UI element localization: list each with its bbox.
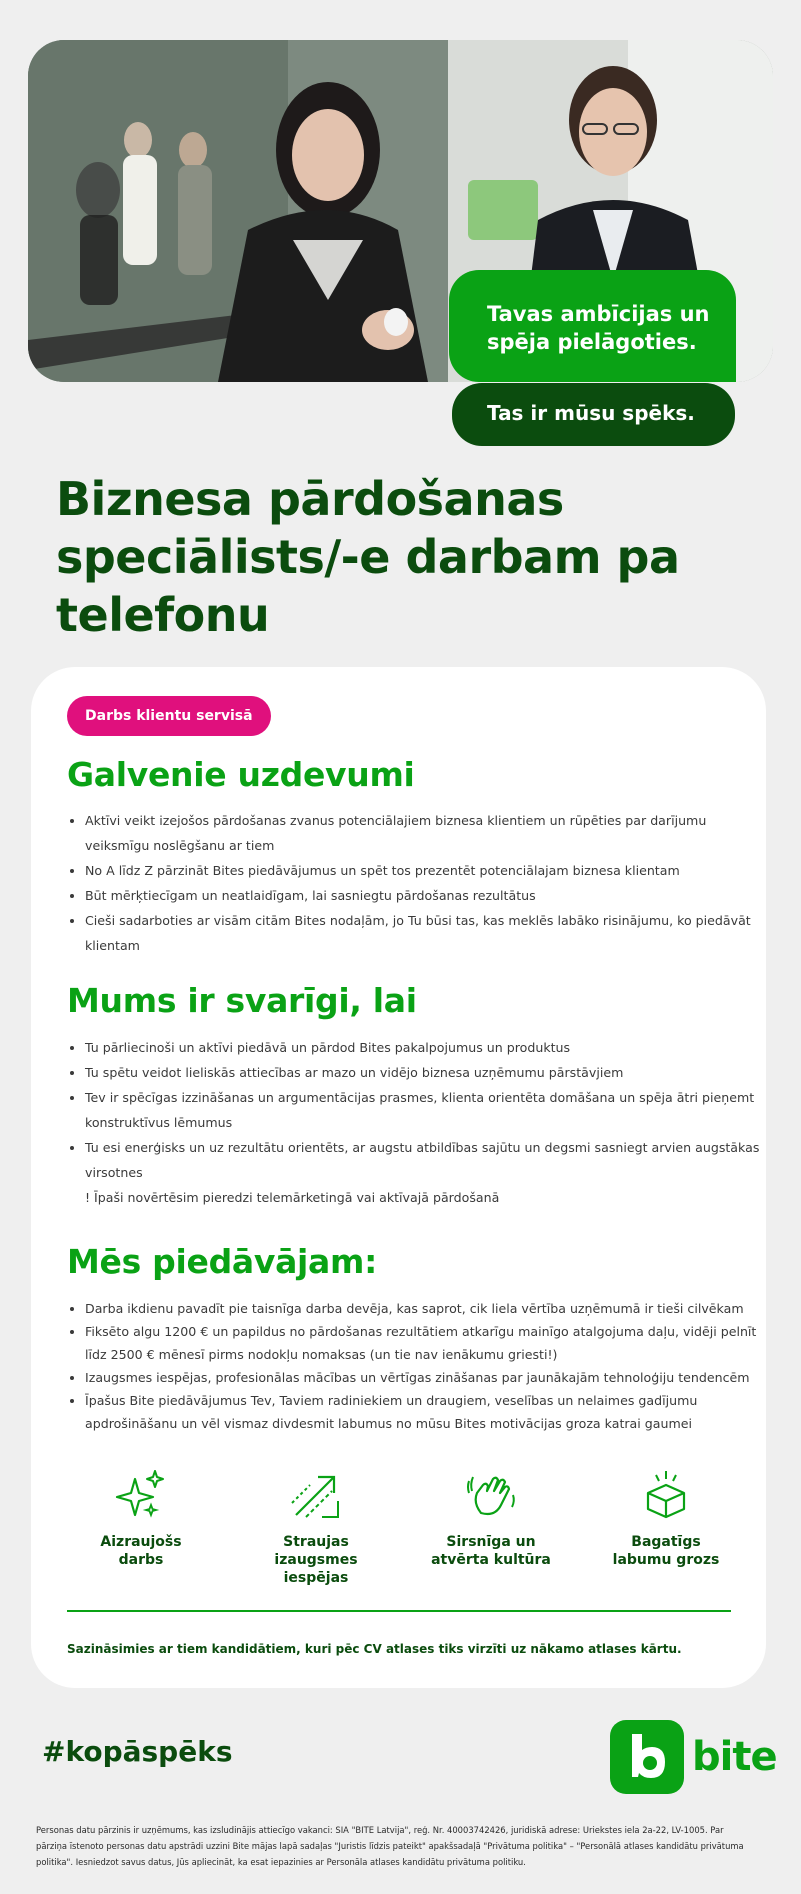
list-item: • Fiksēto algu 1200 € un papildus no pārdošanas rezultātiem atkarīgu mainīgo atalgojuma daļu, vidēji pelnīt līdz 2500 € mēnesī pirms nodokļu nomaksas (un tie nav ienākumu griesti!) xyxy=(85,1320,765,1366)
benefits-row xyxy=(51,1467,751,1587)
list-item: • Darba ikdienu pavadīt pie taisnīga darba devēja, kas saprot, cik liela vērtība uzņēmumā ir tieši cilvēkam xyxy=(85,1297,765,1320)
offer-heading: Mēs piedāvājam: xyxy=(67,1242,377,1281)
benefit-label-line2: labumu grozs xyxy=(612,1552,720,1568)
benefit-label xyxy=(591,1533,741,1569)
benefit-item xyxy=(66,1467,216,1569)
list-item: • Aktīvi veikt izejošos pārdošanas zvanus potenciālajiem biznesa klientiem un rūpēties par darījumu veiksmīgu noslēgšanu ar tiem xyxy=(85,808,765,858)
benefit-label-line2: izaugsmes iespējas xyxy=(274,1552,358,1586)
divider xyxy=(67,1610,731,1612)
hashtag: #kopāspēks xyxy=(42,1735,233,1768)
list-item: • Tu spētu veidot lieliskās attiecības ar mazo un vidējo biznesa uzņēmumu pārstāvjiem xyxy=(85,1060,765,1085)
category-tag: Darbs klientu servisā xyxy=(67,696,271,736)
tasks-list xyxy=(67,808,765,958)
hero-bubble-primary: Tavas ambīcijas un spēja pielāgoties. xyxy=(449,270,736,382)
benefit-label-line1: Aizraujošs xyxy=(100,1534,182,1550)
requirements-list xyxy=(67,1035,765,1210)
benefit-label xyxy=(416,1533,566,1569)
tasks-heading: Galvenie uzdevumi xyxy=(67,755,415,794)
benefit-label-line1: Sirsnīga un xyxy=(446,1534,536,1550)
benefit-label xyxy=(66,1533,216,1569)
benefit-label-line1: Bagatīgs xyxy=(631,1534,701,1550)
benefit-label xyxy=(241,1533,391,1587)
benefit-label-line2: darbs xyxy=(118,1552,164,1568)
growth-arrows-icon xyxy=(288,1467,344,1523)
list-item: • No A līdz Z pārzināt Bites piedāvājumus un spēt tos prezentēt potenciālajam biznesa klientam xyxy=(85,858,765,883)
b-letter-icon xyxy=(610,1720,684,1794)
requirements-heading: Mums ir svarīgi, lai xyxy=(67,981,417,1020)
list-item: • Izaugsmes iespējas, profesionālas mācības un vērtīgas zināšanas par jaunākajām tehnoloģiju tendencēm xyxy=(85,1366,765,1389)
job-title: Biznesa pārdošanas speciālists/-e darbam pa telefonu xyxy=(56,472,680,642)
bite-wordmark: bite xyxy=(692,1734,777,1780)
sparkles-icon xyxy=(113,1467,169,1523)
benefit-item xyxy=(241,1467,391,1587)
offer-list xyxy=(67,1297,765,1435)
benefit-item xyxy=(416,1467,566,1569)
benefit-item xyxy=(591,1467,741,1569)
list-item: • Īpašus Bite piedāvājumus Tev, Taviem radiniekiem un draugiem, veselības un nelaimes gadījumu apdrošināšanu un vēl vismaz divdesmit labumus no mūsu Bites motivācijas groza katrai gaumei xyxy=(85,1389,765,1435)
gift-box-icon xyxy=(638,1467,694,1523)
bite-logo xyxy=(610,1720,777,1796)
benefit-label-line1: Straujas xyxy=(283,1534,349,1550)
list-item: • Tu pārliecinoši un aktīvi piedāvā un pārdod Bites pakalpojumus un produktus xyxy=(85,1035,765,1060)
list-item: • Cieši sadarboties ar visām citām Bites nodaļām, jo Tu būsi tas, kas meklēs labāko risinājumu, ko piedāvāt klientam xyxy=(85,908,765,958)
requirements-note: ! Īpaši novērtēsim pieredzi telemārketingā vai aktīvajā pārdošanā xyxy=(85,1190,500,1205)
list-item: • Tu esi enerģisks un uz rezultātu orientēts, ar augstu atbildības sajūtu un degsmi sasniegt arvien augstākas virsotnes xyxy=(85,1135,765,1185)
waving-hand-icon xyxy=(463,1467,519,1523)
privacy-notice: Personas datu pārzinis ir uzņēmums, kas izsludinājis attiecīgo vakanci: SIA "BITE Latvija", reģ. Nr. 40003742426, juridiskā adrese: Uriekstes iela 2a-22, LV-1005. Par pārziņa īstenoto personas datu apstrādi uzzini Bite mājas lapā sadaļas "Juristis līdzis pateikt" apakšsadaļā "Privātuma politika" – "Personālā atlases kandidātu privātuma politika". Iesniedzot savus datus, Jūs apliecināt, ka esat iepazinies ar Personāla atlases kandidātu privātuma politiku. xyxy=(36,1825,744,1867)
list-item: • Tev ir spēcīgas izzināšanas un argumentācijas prasmes, klienta orientēta domāšana un spēja ātri pieņemt konstruktīvus lēmumus xyxy=(85,1085,765,1135)
list-item: • Būt mērķtiecīgam un neatlaidīgam, lai sasniegtu pārdošanas rezultātus xyxy=(85,883,765,908)
benefit-label-line2: atvērta kultūra xyxy=(431,1552,551,1568)
contact-note: Sazināsimies ar tiem kandidātiem, kuri pēc CV atlases tiks virzīti uz nākamo atlases kārtu. xyxy=(67,1642,682,1656)
job-details-card xyxy=(31,667,766,1688)
bite-logo-mark xyxy=(610,1720,684,1794)
hero-bubble-secondary: Tas ir mūsu spēks. xyxy=(452,383,735,446)
